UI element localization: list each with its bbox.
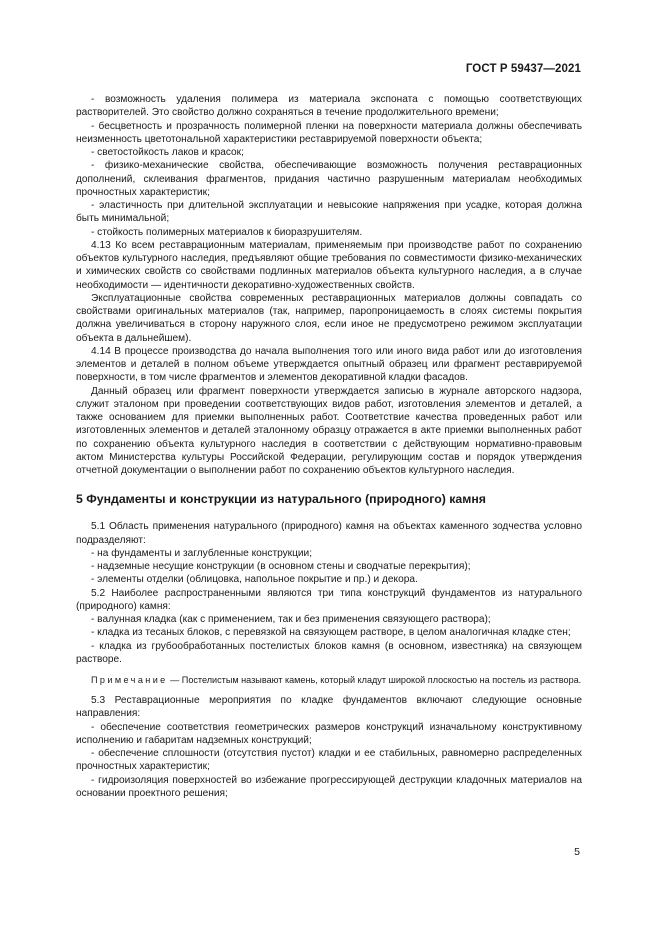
page-number: 5	[574, 846, 580, 858]
paragraph: - надземные несущие конструкции (в основном стены и сводчатые перекрытия);	[91, 561, 471, 572]
paragraph: 4.14 В процессе производства до начала выполнения того или иного вида работ или до изготовления элементов и деталей в полном объеме утверждается опытный образец или фрагмент реставрируемой поверхности, в том числе фрагментов и элементов декоративной кладки фасадов.	[76, 345, 582, 384]
paragraph: 5.3 Реставрационные мероприятия по кладке фундаментов включают следующие основные направления:	[76, 695, 582, 720]
section-title: 5 Фундаменты и конструкции из натурального (природного) камня	[76, 492, 486, 507]
paragraph: Эксплуатационные свойства современных реставрационных материалов должны совпадать со свойствами оригинальных материалов (так, например, паропроницаемость в слоях системы покрытия должна увеличиваться в сторону наружного слоя, если иное не предусмотрено режимом эксплуатации объекта в дальнейшем).	[76, 292, 582, 344]
paragraph: - кладка из тесаных блоков, с перевязкой на связующем растворе, в целом аналогичная кладке стен;	[91, 627, 571, 639]
note-label: Примечание	[91, 675, 168, 685]
paragraph: - стойкость полимерных материалов к биоразрушителям.	[91, 226, 363, 238]
paragraph: 4.13 Ко всем реставрационным материалам, применяемым при производстве работ по сохранению объектов культурного наследия, предъявляют общие требования по совместимости физико-механических и химических свойств со свойствами подлинных материалов объекта культурного наследия, а в случае необходимости — идентичности декоративно-художественных свойств.	[76, 239, 582, 291]
paragraph: 5.2 Наиболее распространенными являются три типа конструкций фундаментов из натурального (природного) камня:	[76, 587, 582, 612]
document-body	[76, 93, 582, 800]
paragraph: Данный образец или фрагмент поверхности утверждается записью в журнале авторского надзора, служит эталоном при проведении соответствующих видов работ, изготовления элементов и деталей, а также основанием для приемки выполненных работ. Соответствие качества проведенных работ или изготовленных элементов и деталей эталонному образцу отражается в акте приемки выполненных работ по сохранению объекта культурного наследия в соответствии с действующим нормативно-правовым актом Министерства культуры Российской Федерации, регулирующим состав и порядок утверждения отчетной документации о выполнении работ по сохранению объектов культурного наследия.	[76, 385, 582, 476]
paragraph: - возможность удаления полимера из материала экспоната с помощью соответствующих растворителей. Это свойство должно сохраняться в течение продолжительного времени;	[76, 94, 582, 119]
paragraph: 5.1 Область применения натурального (природного) камня на объектах каменного зодчества условно подразделяют:	[76, 521, 582, 546]
paragraph: - эластичность при длительной эксплуатации и невысокие напряжения при усадке, которая должна быть минимальной;	[76, 200, 582, 225]
paragraph: - бесцветность и прозрачность полимерной пленки на поверхности материала должны обеспечивать неизменность цветотональной характеристики реставрируемой поверхности объекта;	[76, 120, 582, 145]
paragraph: - обеспечение сплошности (отсутствия пустот) кладки и ее стабильных, равномерно распределенных прочностных характеристик;	[76, 748, 582, 773]
paragraph: - светостойкость лаков и красок;	[91, 147, 244, 158]
paragraph: - на фундаменты и заглубленные конструкции;	[91, 547, 313, 559]
paragraph: - кладка из грубообработанных постелистых блоков камня (в основном, известняка) на связующем растворе.	[76, 640, 582, 665]
paragraph: - физико-механические свойства, обеспечивающие возможность получения реставрационных дополнений, склеивания фрагментов, придания частично разрушенным материалам необходимых прочностных характеристик;	[76, 160, 582, 198]
paragraph: - обеспечение соответствия геометрических размеров конструкций изначальному конструктивному исполнению и габаритам надземных конструкций;	[76, 721, 582, 746]
paragraph: - валунная кладка (как с применением, так и без применения связующего раствора);	[91, 614, 491, 625]
paragraph: - гидроизоляция поверхностей во избежание прогрессирующей деструкции кладочных материалов на основании проектного решения;	[76, 774, 582, 799]
paragraph: - элементы отделки (облицовка, напольное покрытие и пр.) и декора.	[91, 574, 418, 586]
document-code: ГОСТ Р 59437—2021	[465, 63, 581, 75]
note	[76, 674, 582, 686]
note-text: — Постелистым называют камень, который кладут широкой плоскостью на постель из раствора.	[167, 675, 582, 685]
